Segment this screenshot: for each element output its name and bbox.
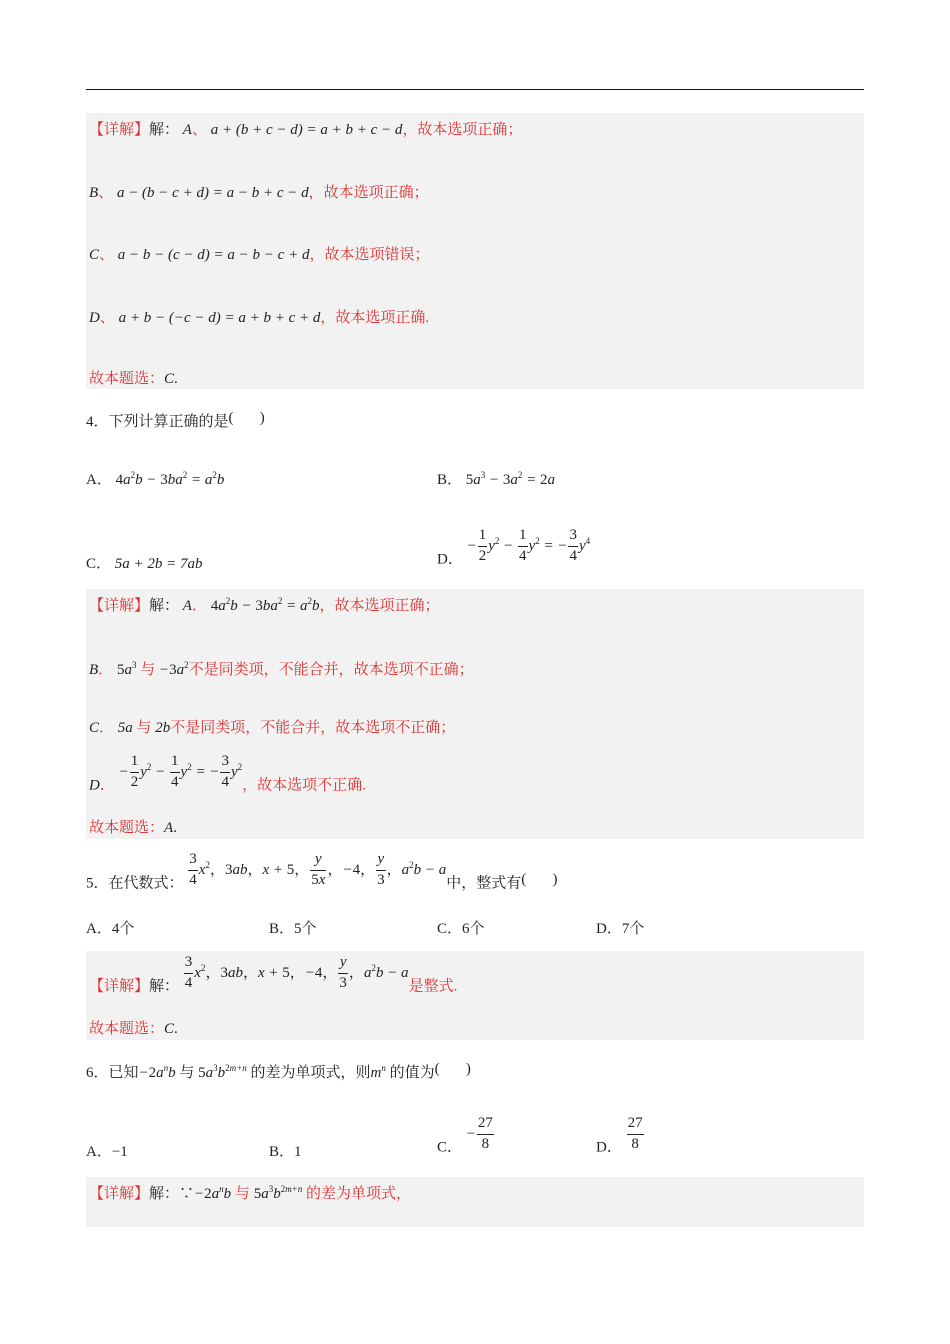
sol-text: ，故本选项正确. [320, 310, 430, 326]
math-expr: a − b − (c − d) = a − b − c + d [117, 247, 310, 263]
option-text: D．7个 [596, 921, 645, 937]
sol-bracket: 【详解】 [89, 598, 150, 614]
math-expr: 5a + 2b = 7ab [114, 556, 203, 572]
q4-sol-answer [89, 818, 177, 838]
option-text: C．6个 [437, 921, 485, 937]
question-connector: 与 [179, 1065, 195, 1081]
q6-stem [86, 1059, 471, 1083]
sol-text: 的差为单项式， [306, 1186, 412, 1202]
sol-jie: 解： [149, 122, 180, 138]
question-stem-end: 中，整式有 [446, 875, 522, 892]
q6-option-a [86, 1142, 128, 1162]
math-expr: $-2a^nb$ [194, 1184, 232, 1202]
q4-sol-line-a [89, 596, 439, 616]
sep: ． [98, 662, 114, 678]
option-label: C [89, 247, 100, 263]
q5-sol-answer [89, 1019, 178, 1039]
math-expr: − $\frac{1}{2}$ $y^2$ − $\frac{1}{4}$ $y^2$ = − $\frac{3}{4}$ $y^2$ [118, 753, 243, 790]
sep: ． [99, 720, 115, 736]
sol-text: ，故本选项正确； [402, 122, 523, 138]
q5-option-b [269, 919, 317, 939]
q4-sol-line-d [89, 754, 366, 795]
math-expr: $\frac{3}{4}$ $x^2$，3ab，x + 5，−4， $\frac{y}{3}$ ，$a^2b - a$ [184, 954, 409, 991]
math-expr: − $\frac{1}{2}$ $y^2$ − $\frac{1}{4}$ $y^2$ = − $\frac{3}{4}$ $y^4$ [466, 527, 591, 564]
option-label: A [182, 598, 192, 614]
q4-option-b [437, 470, 555, 490]
answer-text: 故本题选： [89, 1021, 165, 1037]
answer-value: C [164, 371, 175, 387]
answer-end: . [173, 820, 177, 836]
q5-option-c [437, 919, 485, 939]
sep: 、 [191, 122, 207, 138]
q5-option-d [596, 919, 644, 939]
question-stem: 5．在代数式： [86, 875, 184, 892]
question-stem: 6．已知 [86, 1065, 139, 1081]
sol-connector: 与 [136, 720, 152, 736]
math-expr: $m^n$ [370, 1063, 386, 1081]
math-expr: $-2a^nb$ [138, 1063, 176, 1081]
sol-text: 不是同类项，不能合并，故本选项不正确； [188, 662, 474, 678]
math-expr: a + b − (−c − d) = a + b + c + d [118, 310, 321, 326]
q4-option-c [86, 554, 203, 574]
answer-value: A [164, 820, 174, 836]
math-expr: $5a^3 - 3a^2 = 2a$ [465, 470, 556, 488]
sol-bracket: 【详解】 [89, 978, 150, 995]
option-value: − $\frac{27}{8}$ [465, 1115, 493, 1152]
math-expr: a + (b + c − d) = a + b + c − d [210, 122, 403, 138]
q4-sol-line-c [89, 718, 455, 738]
sol-jie: 解： [149, 598, 180, 614]
option-label: B [89, 662, 99, 678]
answer-value: C [164, 1021, 175, 1037]
option-label: C． [86, 556, 112, 572]
question-stem-end: 的值为 [389, 1065, 435, 1081]
question-stem: 4．下列计算正确的是 [86, 414, 229, 430]
option-text: B．5个 [269, 921, 317, 937]
math-expr: 5a [117, 720, 133, 736]
option-label: D [89, 777, 100, 794]
math-expr: 2b [155, 720, 171, 736]
math-expr: $4a^2b - 3ba^2 = a^2b$ [210, 596, 320, 614]
q5-sol-line [89, 955, 457, 996]
sol-text: 是整式. [408, 978, 458, 995]
math-expr: $5a^3$ [116, 660, 137, 678]
because-symbol: ∵ [179, 1186, 195, 1202]
sep: ． [99, 777, 115, 794]
q3-sol-line-b [89, 183, 429, 203]
answer-end: . [174, 371, 178, 387]
answer-end: . [174, 1021, 178, 1037]
math-expr: $5a^3b^{2m+n}$ [253, 1184, 303, 1202]
q4-stem [86, 408, 265, 432]
sep: 、 [98, 185, 114, 201]
option-label: A [182, 122, 192, 138]
option-label: D． [596, 1139, 622, 1156]
q6-option-c [437, 1116, 495, 1157]
sol-connector: 与 [234, 1186, 250, 1202]
sol-connector: 与 [140, 662, 156, 678]
sol-text: ，故本选项不正确. [242, 777, 366, 794]
q4-option-a [86, 470, 224, 490]
math-expr: $-3a^2$ [158, 660, 189, 678]
q3-sol-line-a [89, 120, 522, 140]
q3-sol-answer [89, 369, 178, 389]
option-value: $\frac{27}{8}$ [627, 1115, 643, 1152]
sep: 、 [99, 247, 115, 263]
option-text: A．4个 [86, 921, 135, 937]
option-label: A． [86, 472, 112, 488]
sol-text: ，故本选项正确； [308, 185, 429, 201]
answer-blank: ( ) [228, 410, 265, 426]
sep: 、 [99, 310, 115, 326]
math-expr: $\frac{3}{4}$ $x^2$，3ab，x + 5， $\frac{y}{5x}$ ，−4， $\frac{y}{3}$ ，$a^2b - a$ [189, 851, 447, 888]
q3-sol-line-d [89, 308, 429, 328]
q6-sol-line [89, 1184, 411, 1204]
math-expr: a − (b − c + d) = a − b + c − d [116, 185, 309, 201]
sol-jie: 解： [149, 978, 180, 995]
math-expr: $5a^3b^{2m+n}$ [198, 1063, 247, 1081]
q3-sol-line-c [89, 245, 429, 265]
option-label: B． [437, 472, 463, 488]
q5-option-a [86, 919, 134, 939]
option-label: C [89, 720, 100, 736]
sep: ． [191, 598, 207, 614]
option-label: C． [437, 1139, 463, 1156]
question-stem-mid: 的差为单项式，则 [250, 1065, 371, 1081]
sol-bracket: 【详解】 [89, 1186, 150, 1202]
sol-jie: 解： [149, 1186, 180, 1202]
option-label: D [89, 310, 100, 326]
q4-sol-line-b [89, 660, 474, 680]
math-expr: $4a^2b - 3ba^2 = a^2b$ [115, 470, 225, 488]
sol-text: 不是同类项，不能合并，故本选项不正确； [170, 720, 456, 736]
option-value: −1 [111, 1144, 128, 1160]
answer-blank: ( ) [521, 871, 558, 888]
header-rule [86, 89, 864, 90]
option-label: B． [269, 1144, 295, 1160]
option-value: 1 [294, 1144, 302, 1160]
q4-option-d [437, 528, 590, 569]
sol-text: ，故本选项错误； [309, 247, 430, 263]
sol-bracket: 【详解】 [89, 122, 150, 138]
sol-text: ，故本选项正确； [319, 598, 440, 614]
q5-stem [86, 852, 558, 893]
answer-text: 故本题选： [89, 820, 165, 836]
q6-option-d [596, 1116, 645, 1157]
option-label: D． [437, 551, 463, 568]
answer-text: 故本题选： [89, 371, 165, 387]
answer-blank: ( ) [434, 1061, 471, 1077]
option-label: B [89, 185, 99, 201]
q4-solution-box [86, 589, 864, 839]
option-label: A． [86, 1144, 112, 1160]
q6-option-b [269, 1142, 302, 1162]
